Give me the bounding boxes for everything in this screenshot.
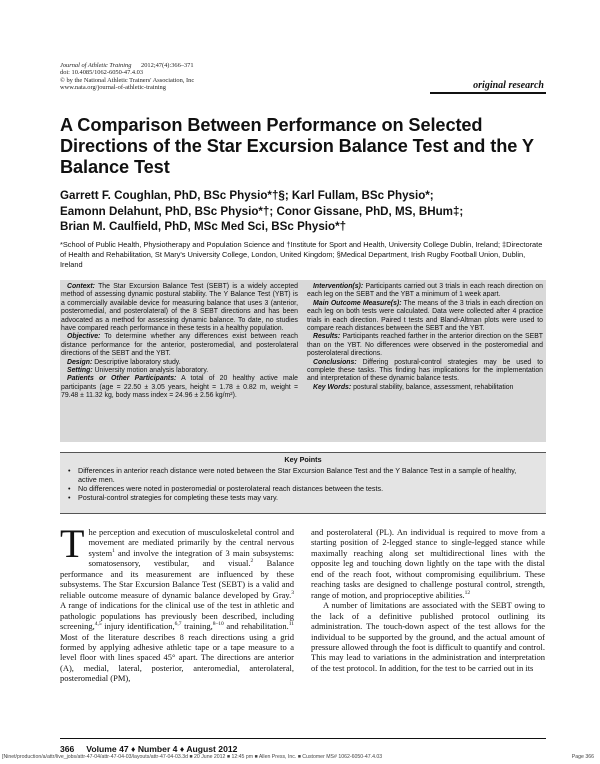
abstract-conclusions: Differing postural-control strategies may be used to complete these tasks. This finding has implications for the implementation and interpretation of these dynamic balance tests. — [307, 358, 543, 383]
journal-url[interactable]: www.nata.org/journal-of-athletic-training — [60, 84, 166, 92]
list-item: • No differences were noted in posteromedial or posterolateral reach distances between the tests. — [66, 484, 536, 493]
page-number: 366 — [60, 744, 75, 754]
abstract-setting: University motion analysis laboratory. — [94, 367, 209, 375]
abstract-results: Participants reached farther in the anterior direction on the SEBT than on the YBT. No differences were observed in the posteromedial and posterolateral directions. — [307, 333, 544, 358]
list-item: • Postural-control strategies for completing these tests may vary. — [66, 493, 536, 502]
footer-rule — [60, 738, 546, 739]
article-type-label: original research — [473, 80, 544, 91]
body-right-column — [311, 527, 545, 673]
affiliations: *School of Public Health, Physiotherapy and Population Science and †Institute for Sport and Health, University College Dublin, Ireland; ‡Directorate of Health and Rehabilitation, St Mary's University College, London, United Kingdom; §Medical Department, Irish Rugby Football Union, Dublin, Ireland — [60, 240, 543, 270]
author-line: Eamonn Delahunt, PhD, BSc Physio*†; Conor Gissane, PhD, MS, BHum‡; — [60, 204, 464, 218]
key-points-box — [60, 452, 546, 514]
author-line: Brian M. Caulfield, PhD, MSc Med Sci, BSc Physio*† — [60, 220, 347, 233]
page-footer — [60, 744, 237, 754]
copyright: © by the National Athletic Trainers' Association, Inc — [60, 76, 195, 84]
abstract-participants: A total of 20 healthy active male participants (age = 22.50 ± 3.05 years, height = 1.78 ± 0.82 m, weight = 79.48 ± 11.32 kg, body mass index = 24.96 ± 2.56 kg/m²). — [61, 375, 298, 400]
separator-icon: ♦ — [179, 744, 185, 754]
journal-header-meta — [60, 62, 194, 92]
separator-icon: ♦ — [131, 744, 136, 754]
abstract-outcome: The means of the 3 trials in each direction on each leg on both tests were calculated. Data were collected after 4 practice trials in each direction. Paired t tests and Bland-Altman plots were used to compare reach distances between the SEBT and the YBT. — [307, 299, 543, 333]
abstract-right-column: Intervention(s): Participants carried out 3 trials in each reach direction on each leg on the SEBT and the YBT a minimum of 1 week apart. Main Outcome Measure(s): The means of the 3 trials in each direction on each leg on both tests were calculated. Data were collected after 4 practice trials in each direction. Paired t tests and Bland-Altman plots were used to compare reach distances between the SEBT and the YBT. Results: Participants reached farther in the anterior direction on the SEBT than on the YBT. No differences were observed in the posteromedial and posterolateral directions. Conclusions: Differing postural-control strategies may be used to complete these tasks. This finding has implications for the implementation and interpretation of these dynamic balance tests. Key Words: postural stability, balance, assessment, rehabilitation — [307, 283, 544, 391]
body-paragraph: The perception and execution of musculoskeletal control and movement are mediated primarily by the central nervous system$^1$ and involve the integration of 3 main subsystems: somatosensory, vestibular, and visual.$^2$ Balance performance and its measurement are influenced by these subsystems. The Star Excursion Balance Test (SEBT) is a valid and reliable outcome measure of dynamic balance developed by Gray.$^3$ A range of indications for the clinical use of the test in athletic and pathologic populations has previously been described, including screening,$^{4,5}$ injury identification,$^{6,7}$ training,$^{8-10}$ and rehabilitation.$^{11}$ Most of the literature describes 8 reach directions using a grid formed by applying adhesive athletic tape or a tape measure to a level floor with lines spaced 45° apart. The directions are anterior (A), medial, lateral, posterior, anteromedial, anterolateral, posteromedial (PM), — [60, 521, 295, 684]
slug-text: [Ninet/production/a/attr/live_jobs/attr-47-04/attr-47-04-03/layouts/attr-47-04-03.3d ■ 20 June 2012 ■ 12:45 pm ■ Allen Press, Inc. ■ Customer MS# 1062-6050-47.4.03 — [2, 754, 383, 760]
abstract-left-column: Context: The Star Excursion Balance Test (SEBT) is a widely accepted method of assessing dynamic postural stability. The Y Balance Test (YBT) is a commercially available device for measuring balance that uses 3 (anterior, posteromedial, and posterolateral) of the 8 SEBT directions and has been advocated as a method for assessing dynamic balance. To date, no studies have compared reach performance in these tests in a healthy population. Objective: To determine whether any differences exist between reach distance performance for the anterior, posteromedial, and posterolateral directions of the SEBT and the YBT. Design: Descriptive laboratory study. Setting: University motion analysis laboratory. Patients or Other Participants: A total of 20 healthy active male participants (age = 22.50 ± 3.05 years, height = 1.78 ± 0.82 m, weight = 79.48 ± 11.32 kg, body mass index = 24.96 ± 2.56 kg/m²). — [61, 283, 298, 400]
abstract-keywords: postural stability, balance, assessment, rehabilitation — [353, 383, 514, 391]
slug-page: Page 366 — [571, 754, 594, 760]
abstract-objective: To determine whether any differences exist between reach distance performance for the anterior, posteromedial, and posterolateral directions of the SEBT and the YBT. — [61, 333, 298, 358]
doi: doi: 10.4085/1062-6050-47.4.03 — [60, 69, 144, 77]
key-points-list — [66, 466, 536, 502]
header-rule — [430, 92, 546, 94]
abstract-box — [60, 280, 546, 442]
drop-cap: T — [60, 521, 85, 566]
article-title: A Comparison Between Performance on Selected Directions of the Star Excursion Balance Test and the Y Balance Test — [60, 115, 534, 177]
journal-name: Journal of Athletic Training — [60, 62, 132, 69]
journal-citation: 2012;47(4):366–371 — [141, 62, 194, 69]
list-item: • Differences in anterior reach distance were noted between the Star Excursion Balance Test and the Y Balance Test in a sample of healthy, active men. — [66, 466, 536, 484]
body-left-column — [60, 521, 295, 684]
production-slug — [2, 754, 598, 760]
abstract-design: Descriptive laboratory study. — [94, 358, 181, 366]
body-paragraph: A number of limitations are associated with the SEBT owing to the lack of a definitive published protocol outlining its administration. The touch-down aspect of the test allows for the individual to be supported by the ground, and the actual amount of pressure allowed through the foot is difficult to quantify and control. This may lead to variations in the administration and interpretation of the test protocol. In addition, for the test to be carried out in its — [311, 600, 545, 673]
abstract-context: The Star Excursion Balance Test (SEBT) is a widely accepted method of assessing dynamic postural stability. The Y Balance Test (YBT) is a commercially available device for measuring balance that uses 3 (anterior, posteromedial, and posterolateral) of the 8 SEBT directions and has been advocated as a method for assessing dynamic balance. To date, no studies have compared reach performance in these tests in a healthy population. — [61, 283, 298, 333]
key-points-title: Key Points — [284, 455, 322, 464]
abstract-intervention: Participants carried out 3 trials in each reach direction on each leg on the SEBT and the YBT a minimum of 1 week apart. — [307, 283, 543, 299]
author-line: Garrett F. Coughlan, PhD, BSc Physio*†§; Karl Fullam, BSc Physio*; — [60, 189, 434, 202]
body-paragraph: and posterolateral (PL). An individual is required to move from a starting position of 2-legged stance to single-legged stance while maximally reaching along set multidirectional lines with the opposite leg and touching down lightly on the tape with the distal end of the reach foot, without compromising equilibrium. These reaching tasks are designed to challenge postural control, strength, range of motion, and proprioceptive abilities.$^{12}$ — [311, 527, 545, 600]
author-list — [60, 188, 550, 235]
issue-date: August 2012 — [186, 744, 238, 754]
volume: Volume 47 — [86, 744, 129, 754]
issue-number: Number 4 — [137, 744, 178, 754]
